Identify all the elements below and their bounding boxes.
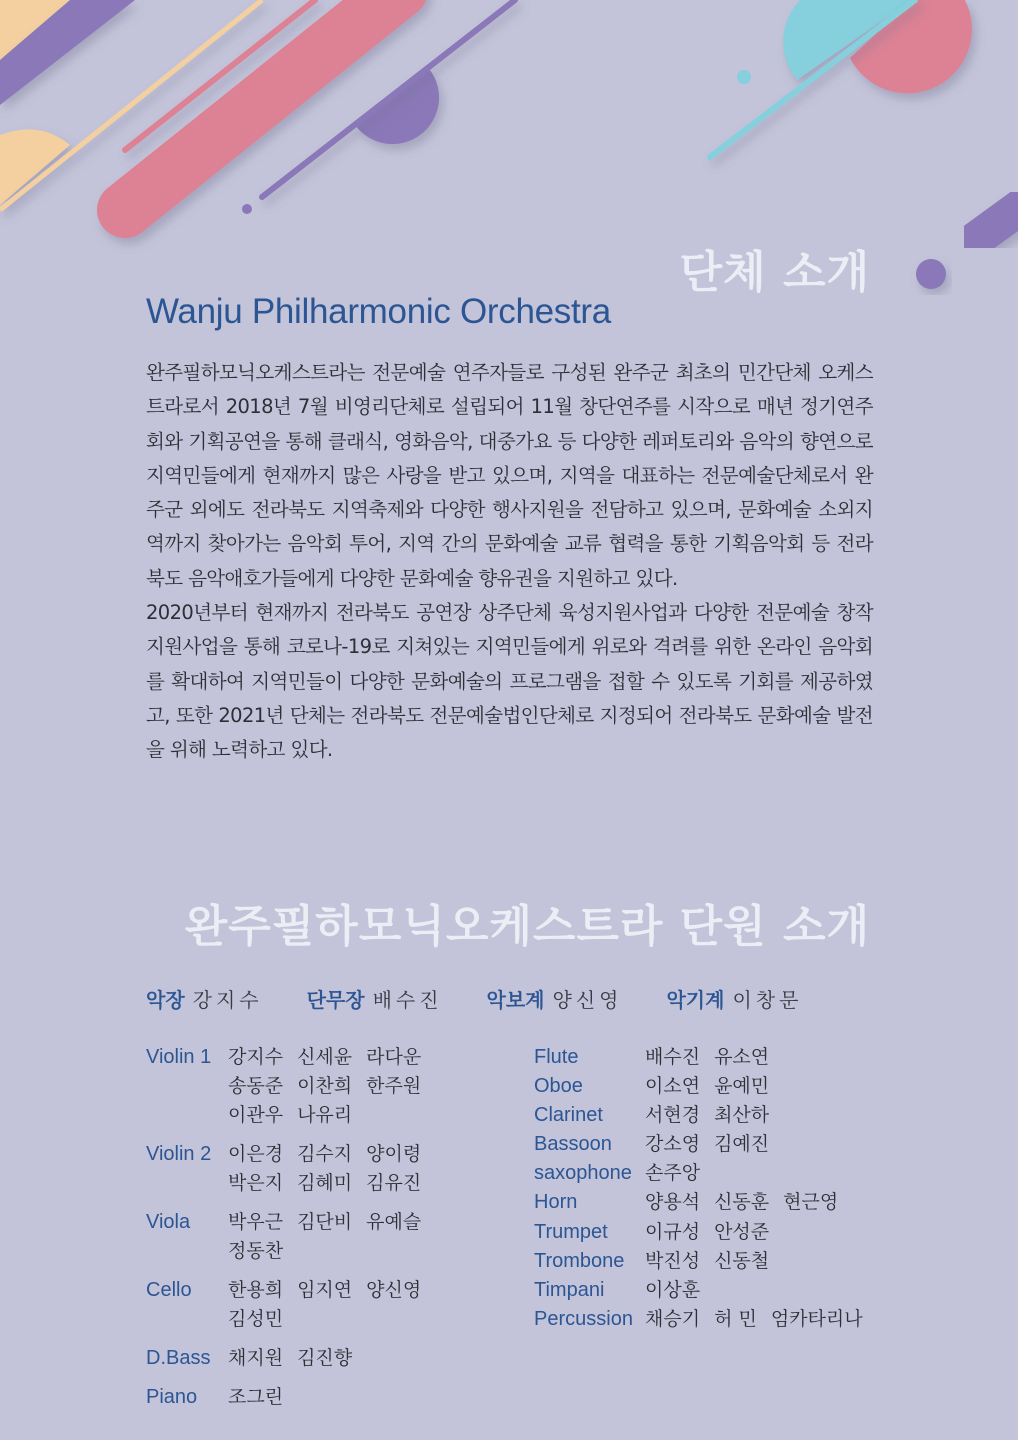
member-names [228,1140,498,1198]
section-row [534,1247,877,1276]
section-row [534,1218,877,1247]
instrument-label: Trumpet [534,1220,608,1243]
member-name: 이은경 [228,1143,284,1165]
section-row [146,1208,498,1266]
section-row [146,1276,498,1334]
member-name: 양용석 [645,1191,701,1214]
member-name: 김유진 [366,1172,422,1194]
member-name: 신세윤 [297,1046,353,1068]
member-name: 현근영 [783,1191,839,1214]
section-row [146,1140,498,1198]
section-row [146,1344,498,1373]
instrument-label: Flute [534,1046,579,1068]
member-names [645,1101,783,1130]
member-name: 채지원 [228,1347,284,1369]
member-name: 박은지 [228,1172,284,1194]
instrument-label: D.Bass [146,1347,211,1369]
member-name: 김수지 [297,1143,353,1165]
member-name: 김단비 [297,1211,353,1233]
section-row [534,1159,877,1188]
member-name: 김진향 [297,1347,353,1369]
instrument-label: Cello [146,1279,192,1301]
member-names [645,1072,783,1101]
member-names [228,1276,498,1334]
intro-paragraph: 완주필하모닉오케스트라는 전문예술 연주자들로 구성된 완주군 최초의 민간단체 오케스트라로서 2018년 7월 비영리단체로 설립되어 11월 창단연주를 시작으로 매년 정기연주회와 기획공연을 통해 클래식, 영화음악, 대중가요 등 다양한 레퍼토리와 음악의 향연으로 지역민들에게 현재까지 많은 사랑을 받고 있으며, 지역을 대표하는 전문예술단체로서 완주군 외에도 전라북도 지역축제와 다양한 행사지원을 전담하고 있으며, 문화예술 소외지역까지 찾아가는 음악회 투어, 지역 간의 문화예술 교류 협력을 통한 기획음악회 등 전라북도 음악애호가들에게 다양한 문화예술 향유권을 지원하고 있다. [146,361,873,590]
member-names [228,1208,498,1266]
member-name: 이상훈 [645,1278,701,1301]
member-name: 안성준 [714,1220,770,1243]
member-names [645,1043,783,1072]
officer-name: 양신영 [552,988,623,1012]
section-row [146,1043,498,1130]
member-name: 신동철 [714,1249,770,1272]
member-name: 최산하 [714,1104,770,1127]
orchestra-name-english: Wanju Philharmonic Orchestra [146,292,611,331]
member-name: 신동훈 [714,1191,770,1214]
instrument-label: Timpani [534,1278,605,1301]
member-name: 이소연 [645,1075,701,1098]
member-name: 임지연 [297,1279,353,1301]
member-name: 조그린 [228,1386,284,1408]
member-names [228,1344,498,1373]
member-names [645,1130,783,1159]
member-names [645,1305,877,1334]
member-names [228,1043,498,1130]
officer-role: 단무장 [306,988,365,1012]
member-name: 손주앙 [645,1162,701,1185]
member-name: 나유리 [297,1104,353,1126]
instrument-label: saxophone [534,1162,632,1185]
section-title-members: 완주필하모닉오케스트라 단원 소개 [184,901,870,952]
section-row [146,1383,498,1412]
section-row [534,1305,877,1334]
instrument-label: Percussion [534,1307,633,1330]
member-name: 김성민 [228,1308,284,1330]
member-names [228,1383,498,1412]
section-row [534,1101,877,1130]
section-title-about: 단체 소개 [679,247,870,298]
member-name: 한용희 [228,1279,284,1301]
officer-role: 악보계 [486,988,545,1012]
member-name: 김예진 [714,1133,770,1156]
section-row [534,1130,877,1159]
intro-text [146,356,873,768]
officer-role: 악기계 [666,988,725,1012]
section-row [534,1188,877,1217]
member-name: 이규성 [645,1220,701,1243]
officer-item [666,984,802,1013]
member-name: 이관우 [228,1104,284,1126]
member-name: 이찬희 [297,1075,353,1097]
instrument-label: Trombone [534,1249,625,1272]
officer-item [307,984,443,1013]
member-names [645,1159,714,1188]
officer-item [487,984,623,1013]
strings-section [146,1043,498,1422]
member-name: 양신영 [366,1279,422,1301]
member-name: 유예슬 [366,1211,422,1233]
officer-name: 이창문 [732,988,803,1012]
member-name: 서현경 [645,1104,701,1127]
member-name: 채승기 [645,1307,701,1330]
instrument-label: Violin 2 [146,1143,212,1165]
officer-name: 강지수 [192,988,263,1012]
officer-name: 배수진 [372,988,443,1012]
member-names [645,1276,714,1305]
member-name: 한주원 [366,1075,422,1097]
member-names [645,1247,783,1276]
instrument-label: Clarinet [534,1104,603,1127]
member-name: 박진성 [645,1249,701,1272]
section-row [534,1043,877,1072]
instrument-label: Horn [534,1191,578,1214]
member-name: 양이령 [366,1143,422,1165]
instrument-label: Bassoon [534,1133,612,1156]
member-name: 정동찬 [228,1240,284,1262]
member-name: 윤예민 [714,1075,770,1098]
instrument-label: Piano [146,1386,198,1408]
member-name: 엄카타리나 [770,1307,863,1330]
instrument-label: Viola [146,1211,191,1233]
member-name: 강소영 [645,1133,701,1156]
member-names [645,1188,852,1217]
member-name: 김혜미 [297,1172,353,1194]
intro-paragraph: 2020년부터 현재까지 전라북도 공연장 상주단체 육성지원사업과 다양한 전문예술 창작지원사업을 통해 코로나-19로 지쳐있는 지역민들에게 위로와 격려를 위한 온라인 음악회를 확대하여 지역민들이 다양한 문화예술의 프로그램을 접할 수 있도록 기회를 제공하였고, 또한 2021년 단체는 전라북도 전문예술법인단체로 지정되어 전라북도 문화예술 발전을 위해 노력하고 있다. [146,601,873,762]
member-names [645,1218,783,1247]
winds-section [534,1043,877,1334]
member-name: 송동준 [228,1075,284,1097]
member-name: 라다운 [366,1046,422,1068]
officer-item [146,984,263,1013]
officer-list [146,984,846,1013]
instrument-label: Oboe [534,1075,583,1098]
section-row [534,1072,877,1101]
member-name: 허 민 [714,1307,757,1330]
officer-role: 악장 [146,988,185,1012]
member-name: 배수진 [645,1046,701,1068]
member-name: 유소연 [714,1046,770,1068]
member-name: 박우근 [228,1211,284,1233]
instrument-label: Violin 1 [146,1046,212,1068]
section-row [534,1276,877,1305]
member-name: 강지수 [228,1046,284,1068]
